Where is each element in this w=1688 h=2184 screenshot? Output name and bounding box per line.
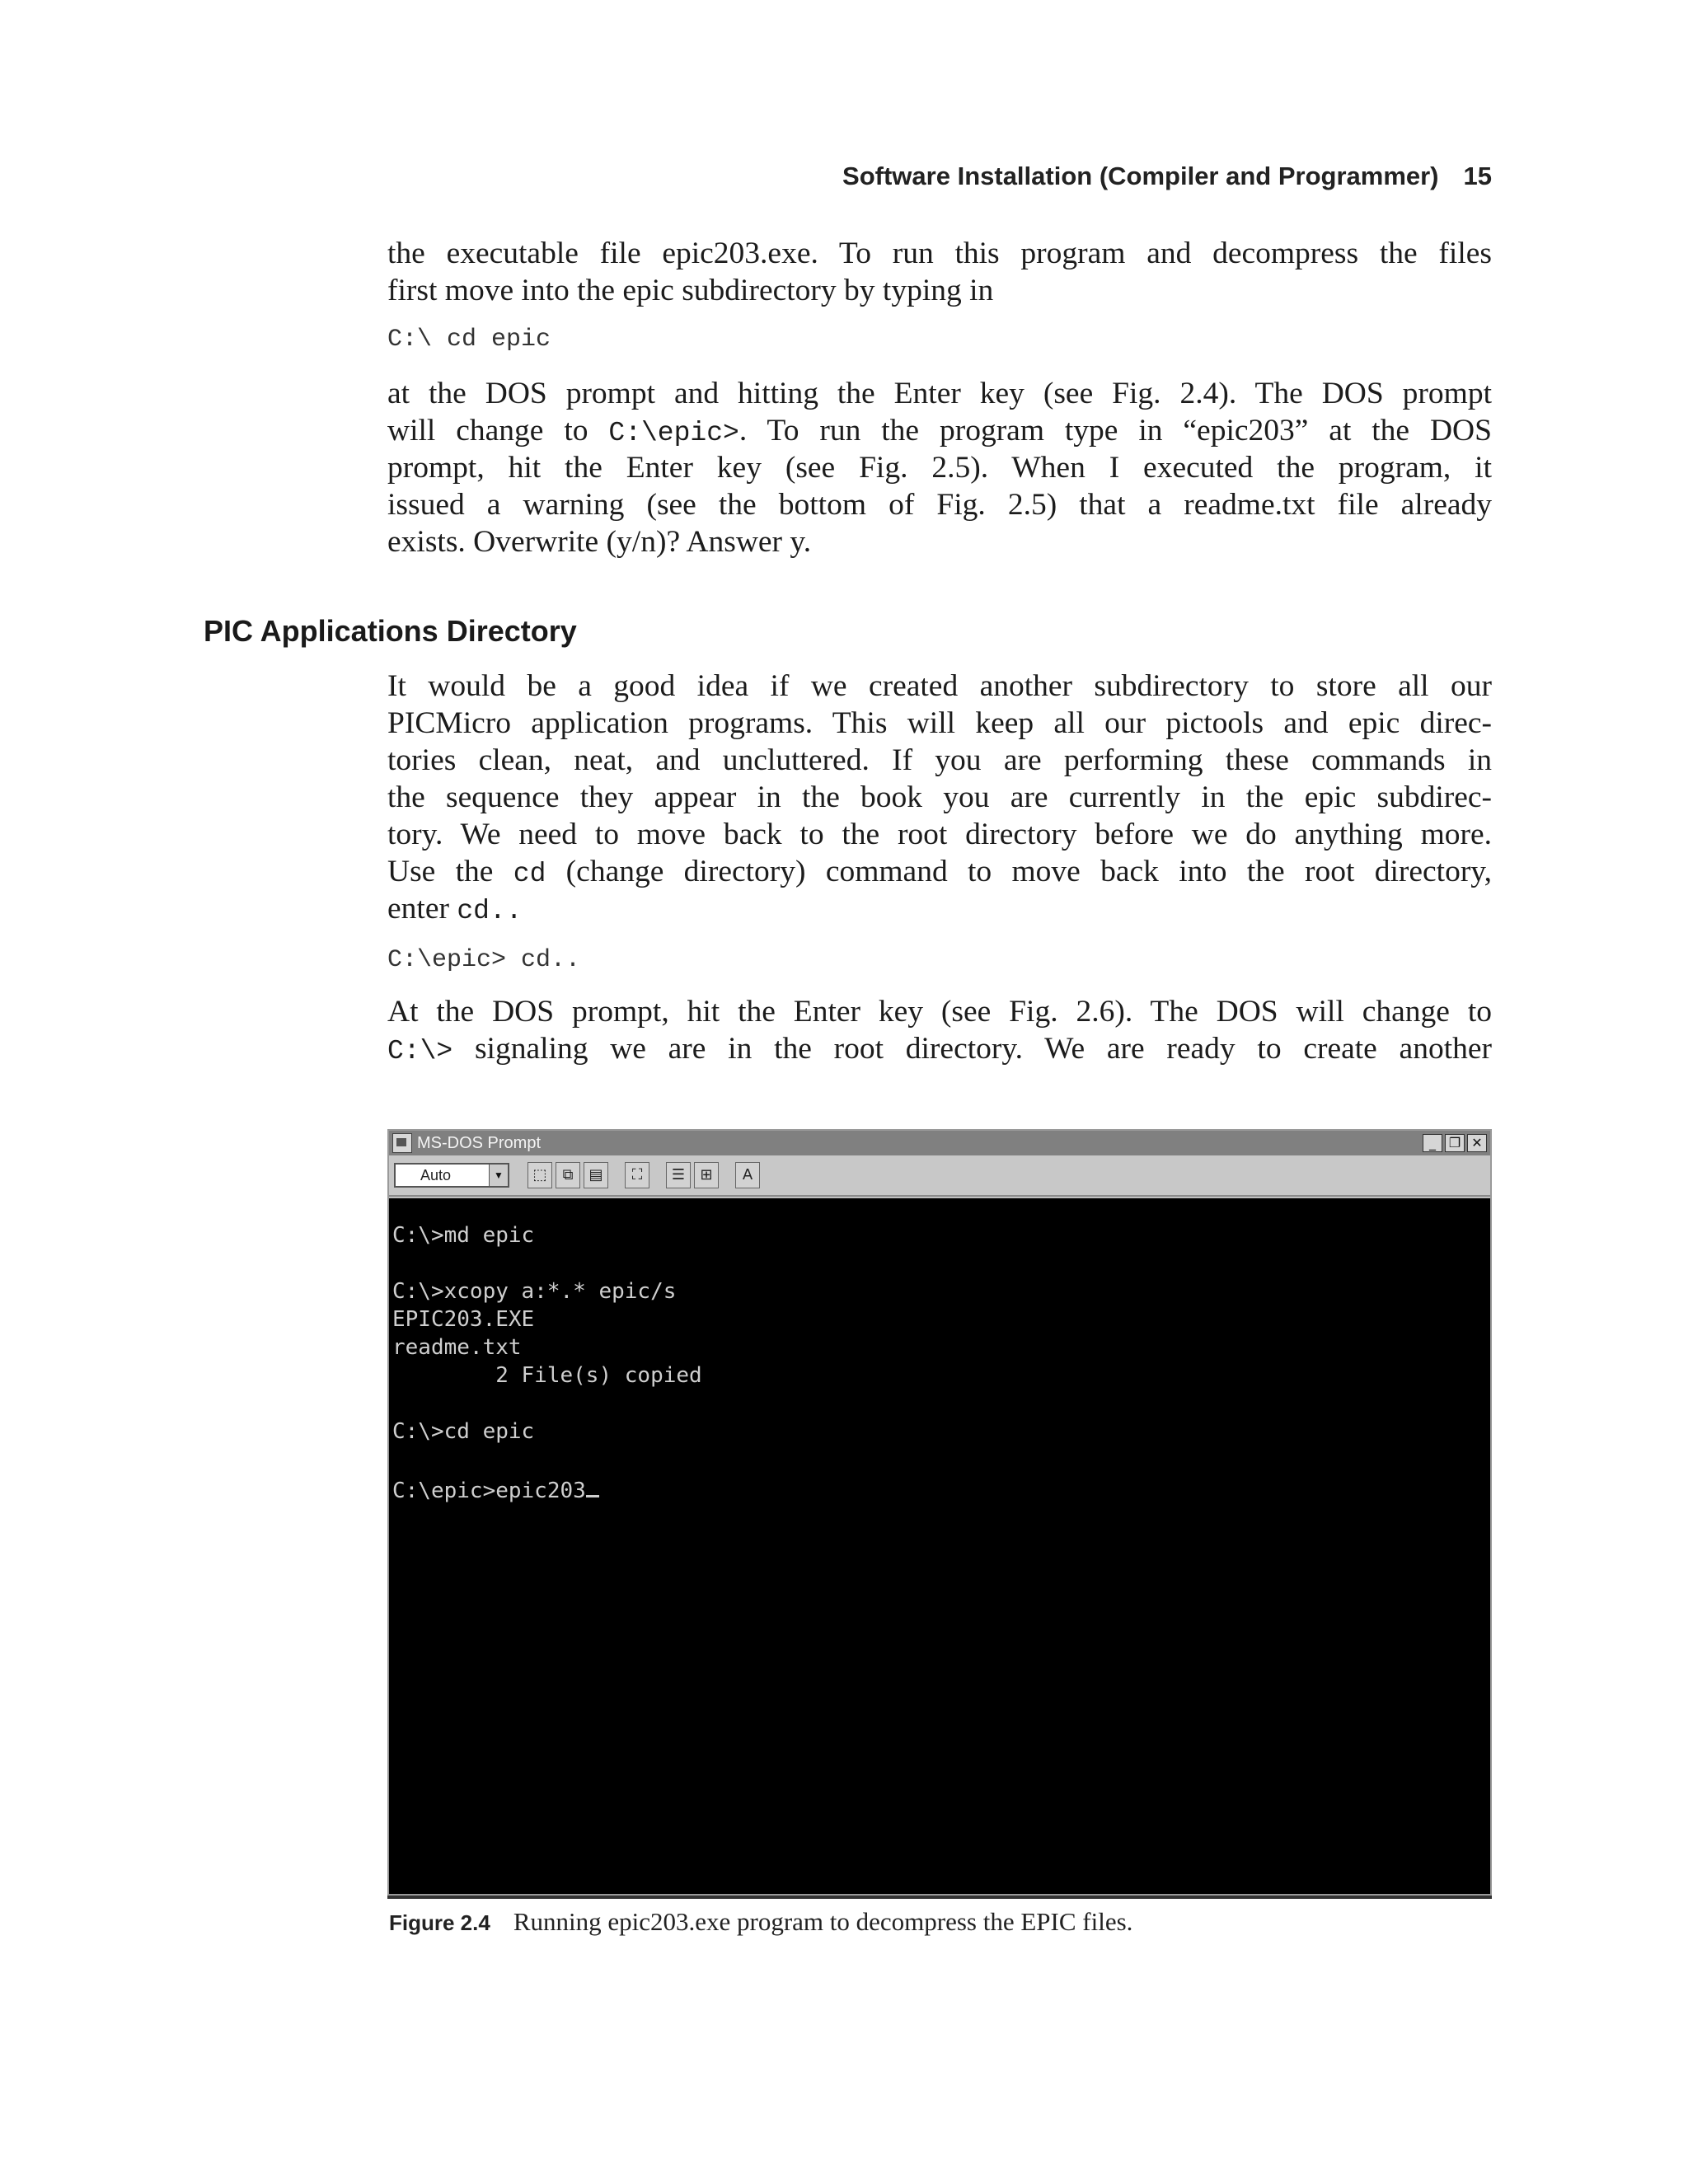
- restore-button[interactable]: ❐: [1445, 1134, 1465, 1152]
- console-line: [392, 1249, 1487, 1277]
- console-line: [392, 1446, 1487, 1474]
- text-line: [387, 853, 1492, 890]
- text-line: exists. Overwrite (y/n)? Answer y.: [387, 525, 812, 559]
- text-span: . To run the program type in “epic203” at the DOS: [738, 414, 1492, 448]
- figure-rule: [387, 1896, 1492, 1899]
- inline-code: C:\epic>: [608, 418, 739, 448]
- text-span: will change to: [387, 414, 609, 448]
- text-line: the sequence they appear in the book you are currently in the epic subdirec-: [387, 780, 1492, 814]
- text-line: At the DOS prompt, hit the Enter key (see Fig. 2.6). The DOS will change to: [387, 995, 1492, 1029]
- section-heading: PIC Applications Directory: [204, 614, 577, 648]
- text-span: (change directory) command to move back into the root directory,: [546, 855, 1492, 888]
- text-line: [387, 890, 1492, 927]
- title-bar[interactable]: [389, 1131, 1490, 1155]
- chevron-down-icon[interactable]: ▼: [489, 1165, 508, 1186]
- console-prompt-text: C:\epic>epic203: [392, 1479, 586, 1503]
- page-number: 15: [1463, 162, 1492, 190]
- figure-caption: [389, 1907, 1132, 1937]
- paragraph-3: [387, 668, 1492, 927]
- caption-text: Running epic203.exe program to decompress the EPIC files.: [513, 1907, 1133, 1936]
- console-line: 2 File(s) copied: [392, 1363, 702, 1388]
- inline-code: C:\>: [387, 1036, 453, 1066]
- window-title: MS-DOS Prompt: [417, 1133, 542, 1152]
- paragraph-1: [387, 235, 1492, 309]
- text-line: [387, 1030, 1492, 1067]
- full-screen-icon[interactable]: ⛶: [625, 1162, 649, 1188]
- console-line: [392, 1390, 1487, 1418]
- mark-icon[interactable]: ⬚: [528, 1162, 552, 1188]
- console-line: C:\>md epic: [392, 1223, 535, 1248]
- text-line: first move into the epic subdirectory by typing in: [387, 274, 994, 307]
- font-size-value: Auto: [420, 1166, 452, 1183]
- properties-icon[interactable]: ☰: [666, 1162, 691, 1188]
- paragraph-2: [387, 375, 1492, 560]
- toolbar: [389, 1155, 1490, 1197]
- console-line: EPIC203.EXE: [392, 1307, 535, 1332]
- inline-code: cd: [513, 859, 546, 889]
- dos-app-icon[interactable]: [392, 1133, 412, 1153]
- text-line: at the DOS prompt and hitting the Enter key (see Fig. 2.4). The DOS prompt: [387, 377, 1492, 410]
- console-line: [392, 1474, 1487, 1502]
- text-line: tories clean, neat, and uncluttered. If you are performing these commands in: [387, 743, 1492, 777]
- copy-icon[interactable]: ⧉: [556, 1162, 580, 1188]
- code-cd-epic: C:\ cd epic: [387, 326, 551, 354]
- text-line: prompt, hit the Enter key (see Fig. 2.5). When I executed the program, it: [387, 451, 1492, 485]
- running-head-title: Software Installation (Compiler and Programmer): [842, 162, 1439, 190]
- text-line: tory. We need to move back to the root directory before we do anything more.: [387, 818, 1492, 851]
- inline-code: cd..: [457, 896, 523, 926]
- console-line: C:\>xcopy a:*.* epic/s: [392, 1279, 677, 1304]
- dos-prompt-window: [387, 1129, 1492, 1896]
- text-span: enter: [387, 892, 457, 926]
- text-cursor: [586, 1474, 599, 1497]
- background-icon[interactable]: ⊞: [694, 1162, 719, 1188]
- text-line: the executable file epic203.exe. To run this program and decompress the files: [387, 237, 1492, 270]
- text-span: signaling we are in the root directory. We are ready to create another: [452, 1032, 1492, 1066]
- code-cd-up: C:\epic> cd..: [387, 946, 581, 974]
- paragraph-4: [387, 993, 1492, 1067]
- console-output[interactable]: [389, 1198, 1490, 1894]
- text-line: It would be a good idea if we created another subdirectory to store all our: [387, 669, 1492, 703]
- console-line: C:\>cd epic: [392, 1419, 535, 1444]
- minimize-button[interactable]: _: [1423, 1134, 1442, 1152]
- font-size-select[interactable]: [394, 1163, 509, 1188]
- text-span: Use the: [387, 855, 513, 888]
- close-button[interactable]: ✕: [1467, 1134, 1487, 1152]
- font-icon[interactable]: A: [735, 1162, 760, 1188]
- figure-label: Figure 2.4: [389, 1910, 490, 1935]
- text-line: [387, 412, 1492, 449]
- running-head: [387, 162, 1492, 191]
- console-line: readme.txt: [392, 1335, 522, 1360]
- text-line: issued a warning (see the bottom of Fig. 2.5) that a readme.txt file already: [387, 488, 1492, 522]
- text-line: PICMicro application programs. This will keep all our pictools and epic direc-: [387, 706, 1492, 740]
- paste-icon[interactable]: ▤: [584, 1162, 608, 1188]
